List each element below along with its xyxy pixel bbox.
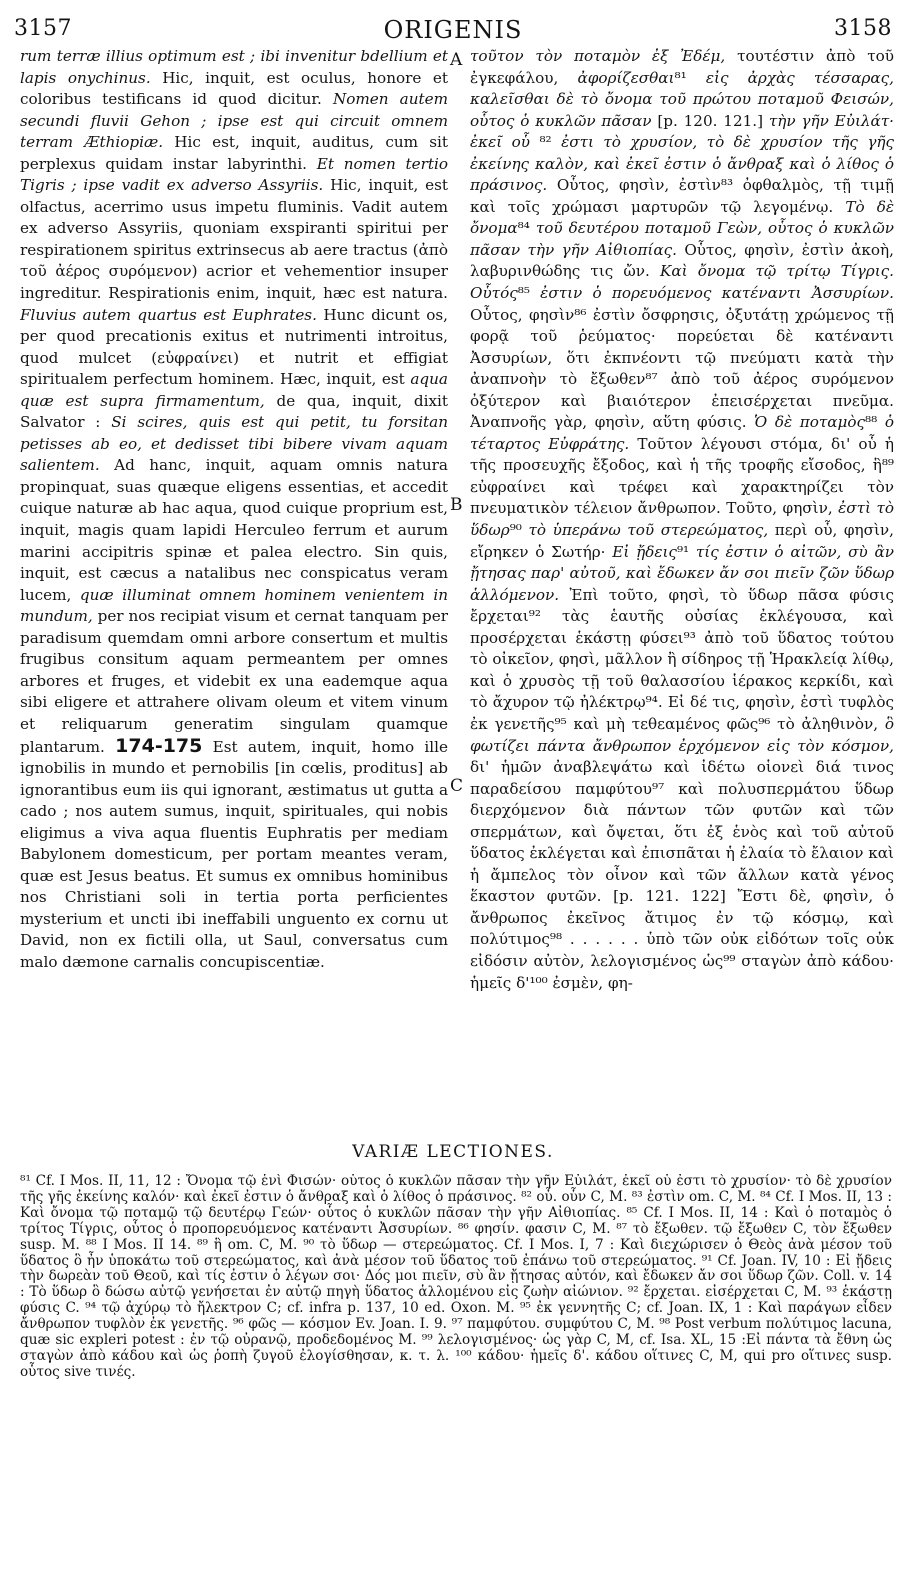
- margin-letter-a: A: [450, 50, 463, 70]
- footnotes: [20, 1174, 892, 1560]
- greek-text-segment: ὃ φωτίζει πάντα ἄνθρωπον ἐρχόμενον εἰς τὸν κόσμον,: [470, 714, 894, 755]
- latin-text-segment: per nos recipiat visum et cernat tanquam per paradisum quemdam omni arbore consertum et multis frugibus consitum aquam permeantem per omnes arbores et fruges, et videbit ex una eademque aqua sibi eligere et attrahere olivam oleum et vitem vinum et reliquarum generatim singulam quamque plantarum.: [20, 607, 448, 756]
- greek-text-segment: ⁸⁴: [517, 219, 536, 238]
- latin-text-segment: Hunc dicunt os, per quod precationis exitus et nutrimenti introitus, quod mulcet (εὐφραίνει) et nutrit et effigiat spiritualem perfectum hominem. Hæc, inquit, est: [20, 305, 448, 389]
- greek-text-segment: Οὗτος, φησὶν, ἐστὶν ἀκοὴ, λαβυρινθώδης τις ὤν.: [470, 240, 894, 281]
- greek-text-segment: ⁸¹: [674, 68, 706, 87]
- page-number-left: 3157: [14, 16, 72, 41]
- greek-text-segment: ἐστι τὸ χρυσίον, τὸ δὲ χρυσίον τῆς γῆς ἐκείνης καλὸν, καὶ ἐκεῖ ἐστιν ὁ ἄνθραξ καὶ ὁ λίθος ὁ πράσινος.: [470, 133, 894, 195]
- greek-text-segment: τοῦτον τὸν ποταμὸν ἐξ Ἐδέμ,: [470, 47, 726, 65]
- greek-text-segment: τὴν γῆν Εὐιλάτ· ἐκεῖ οὗ: [470, 111, 894, 152]
- latin-text-segment: Hic, inquit, est olfactus, acerrimo usus impetu fluminis. Vadit autem ex adverso Assyriis, quoniam exspiranti spiritui per respirationem spiritus extrinsecus ab aere tractus (ἀπὸ τοῦ ἀέρος συρόμενον) acrior et vehementior insuper ingreditur. Respirationis enim, inquit, hæc est natura.: [20, 176, 448, 303]
- greek-text-segment: Ἐπὶ τοῦτο, φησὶ, τὸ ὕδωρ πᾶσα φύσις ἔρχεται⁹² τὰς ἑαυτῆς οὐσίας ἐκλέγουσα, καὶ προσέρχεται ἑκάστῃ φύσει⁹³ ἀπὸ τοῦ ὕδατος τούτου τὸ οἰκεῖον, φησὶ, μᾶλλον ἢ σίδηρος τῇ Ἡρακλείᾳ λίθῳ, καὶ ὁ χρυσὸς τῇ τοῦ θαλασσίου ἱέρακος κερκίδι, καὶ τὸ ἄχυρον τῷ ἠλέκτρῳ⁹⁴. Εἰ δέ τις, φησὶν, ἐστὶ τυφλὸς ἐκ γενετῆς⁹⁵ καὶ μὴ τεθεαμένος φῶς⁹⁶ τὸ ἀληθινὸν,: [470, 585, 894, 733]
- greek-text-segment: ⁸⁸: [865, 413, 885, 432]
- greek-text-segment: τίς ἐστιν ὁ αἰτῶν, σὺ ἂν ᾔτησας παρ' αὐτοῦ, καὶ ἔδωκεν ἄν σοι πιεῖν ζῶν ὕδωρ ἁλλόμενον.: [470, 542, 894, 604]
- greek-text-segment: ⁸²: [530, 133, 562, 152]
- greek-text-segment: [p. 120. 121.]: [651, 111, 769, 130]
- greek-column: [470, 46, 894, 1132]
- greek-text-segment: τὸ ὑπεράνω τοῦ στερεώματος,: [528, 521, 769, 540]
- latin-text-segment: de qua, inquit, dixit Salvator :: [20, 391, 448, 432]
- greek-text-segment: τοῦ δευτέρου ποταμοῦ Γεὼν, οὗτος ὁ κυκλῶν πᾶσαν τὴν γῆν Αἰθιοπίας.: [470, 219, 894, 259]
- greek-text-segment: Οὗτος, φησὶν, ἐστὶν⁸³ ὀφθαλμὸς, τῇ τιμῇ καὶ τοῖς χρώμασι μαρτυρῶν τῷ λεγομένῳ.: [470, 176, 894, 216]
- latin-text-segment: Hic, inquit, est oculus, honore et coloribus testificans id quod dicitur.: [20, 68, 448, 109]
- greek-text-segment: ἐστὶ τὸ ὕδωρ: [470, 499, 894, 540]
- column-number-marker: 174-175: [115, 734, 203, 757]
- latin-text-segment: Et nomen tertio Tigris ; ipse vadit ex adverso Assyriis.: [20, 154, 448, 195]
- greek-text-segment: τουτέστιν ἀπὸ τοῦ ἐγκεφάλου,: [470, 47, 894, 87]
- footnotes-text: ⁸¹ Cf. I Mos. II, 11, 12 : Ὄνομα τῷ ἑνὶ Φισών· οὗτος ὁ κυκλῶν πᾶσαν τὴν γῆν Εὐιλάτ, ἐκεῖ οὗ ἐστι τὸ χρυσίον· τὸ δὲ χρυσίον τῆς γῆς ἐκείνης καλόν· καὶ ἐκεῖ ἐστιν ὁ ἄνθραξ καὶ ὁ λίθος ὁ πράσινος. ⁸² οὗ. οὗν C, M. ⁸³ ἐστὶν om. C, M. ⁸⁴ Cf. I Mos. II, 13 : Καὶ ὄνομα τῷ ποταμῷ τῷ δευτέρῳ Γεών· οὗτος ὁ κυκλῶν πᾶσαν τὴν γῆν Αἰθιοπίας. ⁸⁵ Cf. I Mos. II, 14 : Καὶ ὁ ποταμὸς ὁ τρίτος Τίγρις, οὗτος ὁ προπορευόμενος κατέναντι Ἀσσυρίων. ⁸⁶ φησίν. φασιν C, M. ⁸⁷ τὸ ἔξωθεν. τῷ ἔξωθεν C, τὸν ἔξωθεν susp. M. ⁸⁸ I Mos. II 14. ⁸⁹ ἣ om. C, M. ⁹⁰ τὸ ὕδωρ — στερεώματος. Cf. I Mos. I, 7 : Καὶ διεχώρισεν ὁ Θεὸς ἀνὰ μέσον τοῦ ὕδατος ὃ ἦν ὑποκάτω τοῦ στερεώματος, καὶ ἀνὰ μέσον τοῦ ὕδατος τοῦ ἐπάνω τοῦ στερεώματος. ⁹¹ Cf. Joan. IV, 10 : Εἰ ᾔδεις τὴν δωρεὰν τοῦ Θεοῦ, καὶ τίς ἐστιν ὁ λέγων σοι· Δός μοι πιεῖν, σὺ ἂν ᾔτησας αὐτόν, καὶ ἔδωκεν ἄν σοι ὕδωρ ζῶν. Coll. v. 14 : Τὸ ὕδωρ ὃ δώσω αὐτῷ γενήσεται ἐν αὐτῷ πηγὴ ὕδατος ἁλλομένου εἰς ζωὴν αἰώνιον. ⁹² ἔρχεται. εἰσέρχεται C, M. ⁹³ ἑκάστῃ φύσις C. ⁹⁴ τῷ ἀχύρῳ τὸ ἤλεκτρον C; cf. infra p. 137, 10 ed. Oxon. M. ⁹⁵ ἐκ γεννητῆς C; cf. Joan. IX, 1 : Καὶ παράγων εἶδεν ἄνθρωπον τυφλὸν ἐκ γενετῆς. ⁹⁶ φῶς — κόσμον Ev. Joan. I. 9. ⁹⁷ παμφύτου. συμφύτου C, M. ⁹⁸ Post verbum πολύτιμος lacuna, quæ sic expleri potest : ἐν τῷ οὐρανῷ, προδεδομένος M. ⁹⁹ λελογισμένος· ὡς γὰρ C, M, cf. Isa. XL, 15 :Εἰ πάντα τὰ ἔθνη ὡς σταγὼν ἀπὸ κάδου καὶ ὡς ῥοπὴ ζυγοῦ ἐλογίσθησαν, κ. τ. λ. ¹⁰⁰ κάδου· ἡμεῖς δ'. κάδου οἵτινες C, M, qui pro οἵτινες susp. οὗτος sive τινές.: [20, 1174, 892, 1380]
- greek-text-segment: εἰς ἀρχὰς τέσσαρας, καλεῖσθαι δὲ τὸ ὄνομα τοῦ πρώτου ποταμοῦ Φεισών, οὗτος ὁ κυκλῶν πᾶσαν: [470, 68, 894, 130]
- margin-letter-c: C: [450, 776, 464, 796]
- greek-text-segment: ⁹⁰: [509, 521, 529, 540]
- latin-text: [20, 46, 448, 974]
- greek-text-segment: Ὁ δὲ ποταμὸς: [754, 413, 866, 432]
- greek-text-segment: ⁸⁵: [517, 284, 541, 303]
- greek-text: [470, 46, 894, 994]
- latin-text-segment: Fluvius autem quartus est Euphrates.: [20, 305, 317, 324]
- variae-lectiones-heading: VARIÆ LECTIONES.: [352, 1142, 554, 1162]
- greek-text-segment: Οὗτος, φησὶν⁸⁶ ἐστὶν ὄσφρησις, ὀξυτάτῃ χρώμενος τῇ φορᾷ τοῦ ῥεύματος· πορεύεται δὲ κατέναντι Ἀσσυρίων, ὅτι ἐκπνέοντι τῷ πνεύματι κατὰ τὴν ἀναπνοὴν τὸ ἔξωθεν⁸⁷ ἀπὸ τοῦ ἀέρος συρόμενον ὀξύτερον καὶ βιαιότερον ἐπεισέρχεται πνεῦμα. Ἀναπνοῆς γὰρ, φησὶν, αὕτη φύσις.: [470, 305, 894, 432]
- greek-text-segment: Καὶ ὄνομα τῷ τρίτῳ Τίγρις. Οὗτός: [470, 262, 894, 303]
- greek-text-segment: Εἰ ᾔδεις: [612, 542, 677, 561]
- greek-text-segment: Τοῦτον λέγουσι στόμα, δι' οὗ ἡ τῆς προσευχῆς ἔξοδος, καὶ ἡ τῆς τροφῆς εἴσοδος, ἣ⁸⁹ εὐφραίνει καὶ τρέφει καὶ χαρακτηρίζει τὸν πνευματικὸν τέλειον ἄνθρωπον. Τοῦτο, φησὶν,: [470, 434, 894, 518]
- greek-text-segment: ἐστιν ὁ πορευόμενος κατέναντι Ἀσσυρίων.: [540, 284, 894, 303]
- latin-text-segment: Hic est, inquit, auditus, cum sit perplexus quidam instar labyrinthi.: [20, 133, 448, 173]
- running-title: ORIGENIS: [383, 16, 523, 44]
- latin-text-segment: Ad hanc, inquit, aquam omnis natura propinquat, suas quæque eligens essentias, et accedit cuique naturæ ab hac aqua, quod cuique proprium est, inquit, magis quam lapidi Herculeo ferrum et aurum marini accipitris spinæ et palea electro. Sin quis, inquit, est cæcus a natalibus nec conspicatus veram lucem,: [20, 456, 448, 604]
- latin-text-segment: Est autem, inquit, homo ille ignobilis in mundo et pernobilis [in cœlis, proditus] ab ignorantibus eum iis qui ignorant, æstimatus ut gutta a cado ; nos autem sumus, inquit, spirituales, qui nobis eligimus a viva aqua fluentis Euphratis per mediam Babylonem domesticum, per portam meantes veram, quæ est Jesus beatus. Et sumus ex omnibus hominibus nos Christiani soli in tertia porta perficientes mysterium et uncti ibi ineffabili unguento ex cornu ut David, non ex fictili olla, ut Saul, conversatus cum malo dæmone carnalis concupiscentiæ.: [20, 737, 448, 971]
- latin-column: [20, 46, 448, 1132]
- greek-text-segment: ὁ τέταρτος Εὐφράτης.: [470, 413, 894, 453]
- latin-text-segment: quæ illuminat omnem hominem venientem in mundum,: [20, 585, 448, 626]
- greek-text-segment: ἀφορίζεσθαι: [577, 68, 675, 87]
- greek-text-segment: δι' ἡμῶν ἀναβλεψάτω καὶ ἰδέτω οἱονεὶ διά τινος παραδείσου παμφύτου⁹⁷ καὶ πολυσπερμάτου ὕδωρ διερχόμενον διὰ πάντων τῶν φυτῶν καὶ τῶν σπερμάτων, καὶ ὄψεται, ὅτι ἐξ ἑνὸς καὶ τοῦ αὐτοῦ ὕδατος ἐκλέγεται καὶ ἐπισπᾶται ἡ ἐλαία τὸ ἔλαιον καὶ ἡ ἄμπελος τὸν οἶνον καὶ τῶν ἄλλων κατὰ γένος ἕκαστον φυτῶν. [p. 121. 122] Ἔστι δὲ, φησὶν, ὁ ἄνθρωπος ἐκεῖνος ἄτιμος ἐν τῷ κόσμῳ, καὶ πολύτιμος⁹⁸ . . . . . . ὑπὸ τῶν οὐκ εἰδότων τοῖς οὐκ εἰδόσιν αὐτὸν, λελογισμένος ὡς⁹⁹ σταγὼν ἀπὸ κάδου· ἡμεῖς δ'¹⁰⁰ ἐσμὲν, φη-: [470, 758, 894, 992]
- page-header: [12, 10, 894, 44]
- greek-text-segment: Τὸ δὲ ὄνομα: [470, 197, 894, 238]
- latin-text-segment: rum terræ illius optimum est ; ibi invenitur bdellium et lapis onychinus.: [20, 47, 448, 87]
- greek-text-segment: ⁹¹: [676, 542, 696, 561]
- latin-text-segment: Si scires, quis est qui petit, tu forsitan petisses ab eo, et dedisset tibi bibere vivam aquam salientem.: [20, 413, 448, 475]
- greek-text-segment: περὶ οὗ, φησὶν, εἴρηκεν ὁ Σωτήρ·: [470, 521, 894, 561]
- margin-letter-b: B: [450, 495, 463, 515]
- latin-text-segment: aqua quæ est supra firmamentum,: [20, 370, 448, 410]
- latin-text-segment: Nomen autem secundi fluvii Gehon ; ipse est qui circuit omnem terram Æthiopiæ.: [20, 90, 448, 152]
- page-number-right: 3158: [834, 16, 892, 41]
